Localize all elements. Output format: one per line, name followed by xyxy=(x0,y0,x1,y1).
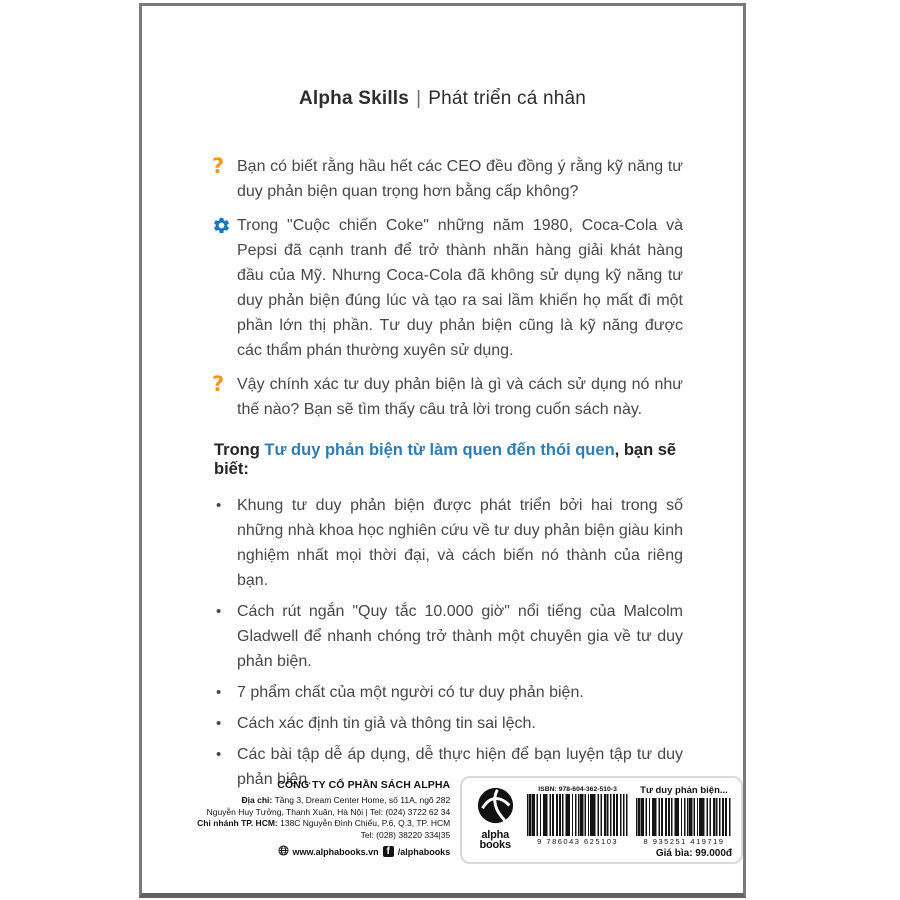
lead-suffix: , bạn sẽ biết: xyxy=(214,441,677,478)
isbn-barcode-digits: 9 786043 625103 xyxy=(537,837,619,846)
bullet-icon: • xyxy=(216,715,222,732)
alphabooks-logo-text: alpha books xyxy=(479,829,511,851)
bullet-icon: • xyxy=(216,497,222,514)
book-title-short: Tư duy phản biện... xyxy=(640,785,728,796)
intro-point xyxy=(212,372,683,422)
list-item-text: 7 phẩm chất của một người có tư duy phản biện. xyxy=(237,684,584,701)
barcode-label xyxy=(460,776,743,864)
publisher-address-line: Tel: (028) 38220 334|35 xyxy=(360,829,451,840)
benefits-list xyxy=(212,493,683,792)
footer xyxy=(142,776,743,864)
list-item-text: Các bài tập dễ áp dụng, dễ thực hiện để bạn luyện tập tư duy phản biện. xyxy=(237,746,683,788)
publisher-address-line: Chi nhánh TP. HCM: 138C Nguyễn Đình Chiểu, P.6, Q.3, TP. HCM xyxy=(197,818,451,828)
intro-point-text: Trong "Cuộc chiến Coke" những năm 1980, Coca-Cola và Pepsi đã cạnh tranh để trở thành nhãn hàng giải khát hàng đầu của Mỹ. Nhưng Coca-Cola đã không sử dụng kỹ năng tư duy phản biện đúng lúc và tạo ra sai lầm khiến họ mất đi một phần lớn thị phần. Tư duy phản biện cũng là kỹ năng được các thẩm phán thường xuyên sử dụng. xyxy=(237,217,683,359)
cover-copy xyxy=(212,154,683,792)
lead-prefix: Trong xyxy=(214,441,265,459)
publisher-website: www.alphabooks.vn xyxy=(292,846,379,857)
alphabooks-logo xyxy=(471,785,519,855)
intro-point xyxy=(212,154,683,204)
question-icon: ? xyxy=(212,372,225,396)
intro-point xyxy=(212,213,683,363)
isbn-barcode xyxy=(527,794,628,836)
isbn-barcode-group xyxy=(527,785,628,855)
publisher-block xyxy=(142,776,450,858)
list-item xyxy=(212,599,683,674)
question-icon: ? xyxy=(212,154,225,178)
publisher-address-line: Địa chỉ: Tầng 3, Dream Center Home, số 11A, ngõ 282 xyxy=(241,795,451,805)
gear-icon xyxy=(212,216,231,240)
intro-point-text: Vậy chính xác tư duy phản biện là gì và cách sử dụng nó như thế nào? Bạn sẽ tìm thấy câu trả lời trong cuốn sách này. xyxy=(237,376,683,418)
publisher-name: CÔNG TY CỔ PHẦN SÁCH ALPHA xyxy=(277,779,451,791)
list-item xyxy=(212,711,683,736)
book-title: Tư duy phản biện từ làm quen đến thói quen xyxy=(264,441,615,459)
series-header xyxy=(142,88,743,110)
bullet-icon: • xyxy=(216,684,222,701)
publisher-facebook: /alphabooks xyxy=(397,846,451,857)
bullet-icon: • xyxy=(216,603,222,620)
bullet-icon: • xyxy=(216,746,222,763)
globe-icon xyxy=(278,845,289,858)
list-item xyxy=(212,680,683,705)
isbn-number: ISBN: 978-604-362-510-3 xyxy=(538,786,617,793)
ean-barcode xyxy=(636,798,732,836)
alphabooks-logo-icon xyxy=(477,787,514,824)
list-item-text: Khung tư duy phản biện được phát triển bởi hai trong số những nhà khoa học nghiên cứu về tư duy phản biện giàu kinh nghiệm nhất mọi thời đại, và cách biến nó thành của riêng bạn. xyxy=(237,497,683,589)
list-item-text: Cách xác định tin giả và thông tin sai lệch. xyxy=(237,715,536,732)
ean-barcode-group xyxy=(636,785,732,859)
lead-line xyxy=(214,441,683,479)
facebook-icon: f xyxy=(383,846,394,857)
publisher-address-line: Nguyễn Huy Tưởng, Thanh Xuân, Hà Nội | Tel: (024) 3722 62 34 xyxy=(206,806,451,817)
book-back-cover xyxy=(139,3,746,898)
series-brand: Alpha Skills xyxy=(298,88,410,109)
price: Giá bìa: 99.000đ xyxy=(655,848,732,859)
ean-barcode-digits: 8 935251 419719 xyxy=(643,837,725,846)
intro-point-text: Bạn có biết rằng hầu hết các CEO đều đồng ý rằng kỹ năng tư duy phản biện quan trọng hơn bằng cấp không? xyxy=(237,158,683,200)
list-item-text: Cách rút ngắn "Quy tắc 10.000 giờ" nổi tiếng của Malcolm Gladwell để nhanh chóng trở thành một chuyên gia về tư duy phản biện. xyxy=(237,603,683,670)
list-item xyxy=(212,493,683,593)
separator: | xyxy=(416,88,422,109)
series-category: Phát triển cá nhân xyxy=(428,88,587,109)
publisher-links xyxy=(142,845,450,858)
